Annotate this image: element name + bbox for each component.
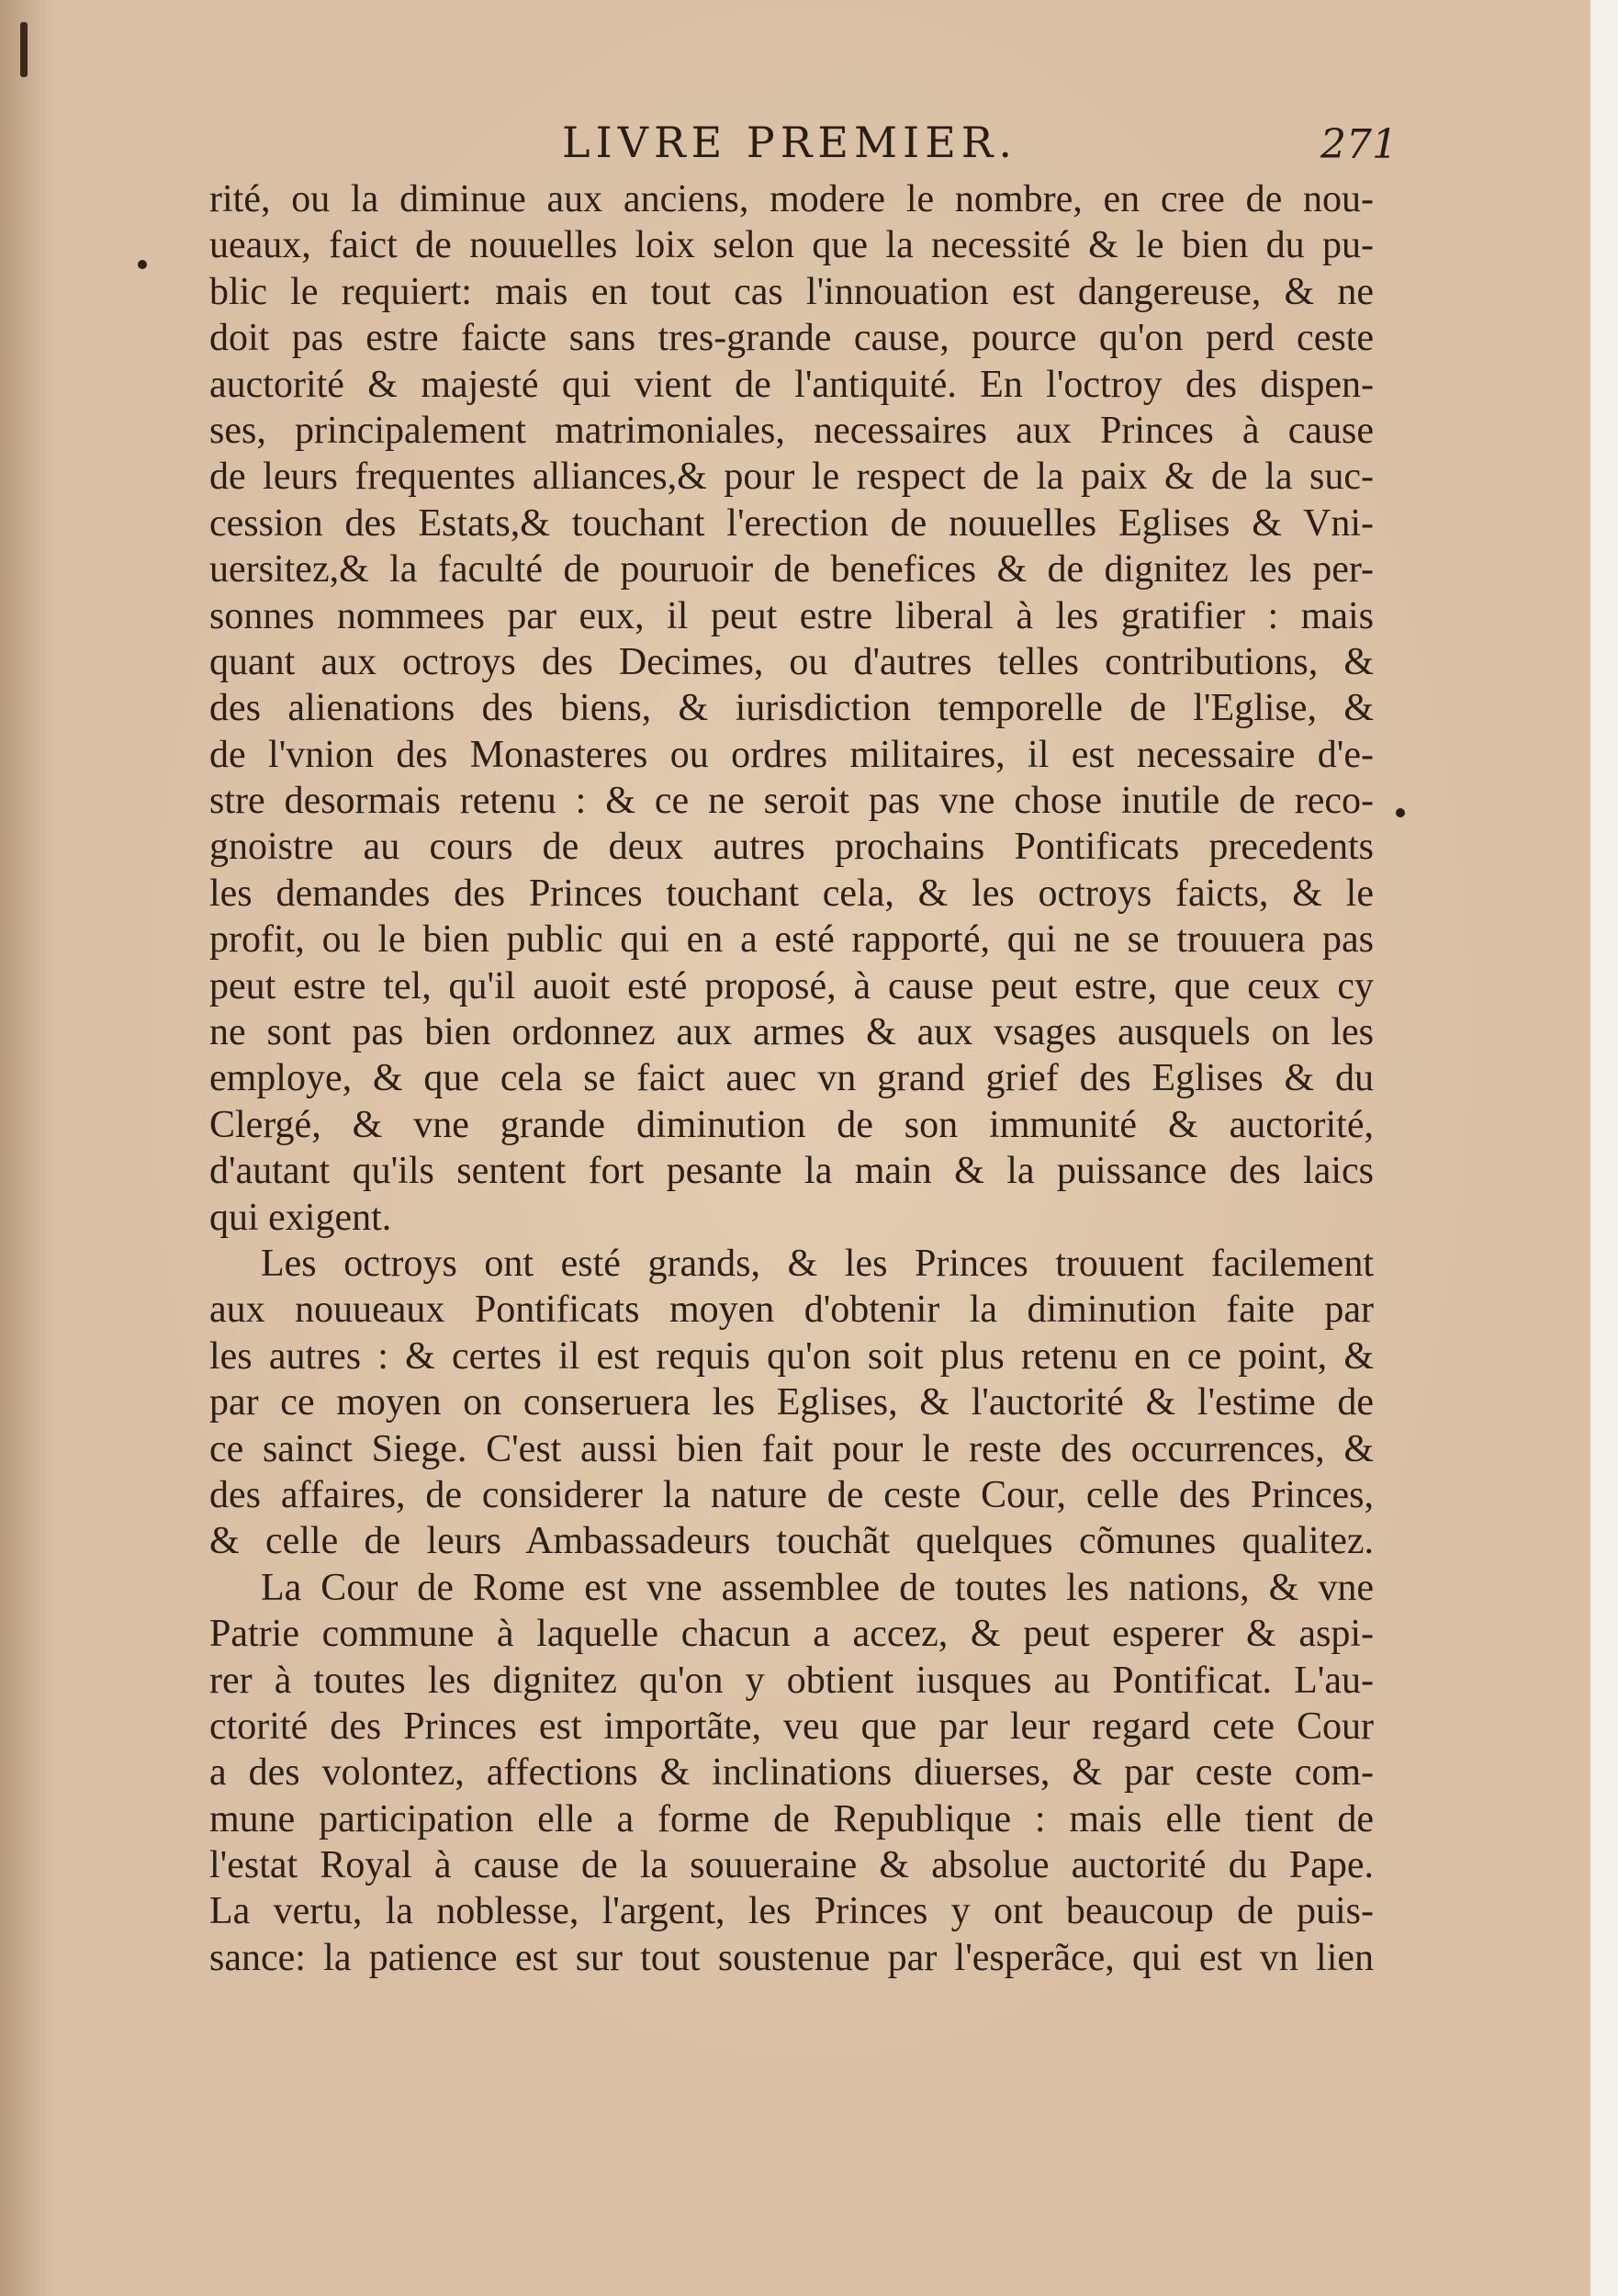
text-line: de l'vnion des Monasteres ou ordres militaires, il est necessaire d'e-	[209, 733, 1374, 776]
margin-mark	[1396, 808, 1405, 817]
binding-edge-mark	[20, 22, 28, 77]
text-line: & celle de leurs Ambassadeurs touchãt quelques cõmunes qualitez.	[209, 1520, 1374, 1563]
text-line: sance: la patience est sur tout soustenue par l'esperãce, qui est vn lien	[209, 1936, 1374, 1979]
text-line: des alienations des biens, & iurisdiction temporelle de l'Eglise, &	[209, 687, 1374, 730]
text-line: La vertu, la noblesse, l'argent, les Princes y ont beaucoup de puis-	[209, 1890, 1374, 1933]
text-line: stre desormais retenu : & ce ne seroit pas vne chose inutile de reco-	[209, 780, 1374, 823]
page-number: 271	[1320, 121, 1398, 168]
text-line: les autres : & certes il est requis qu'on soit plus retenu en ce point, &	[209, 1334, 1374, 1378]
text-line: doit pas estre faicte sans tres-grande cause, pource qu'on perd ceste	[209, 317, 1374, 360]
text-line: de leurs frequentes alliances,& pour le respect de la paix & de la suc-	[209, 456, 1374, 499]
text-line: Clergé, & vne grande diminution de son immunité & auctorité,	[209, 1103, 1374, 1146]
text-line: rité, ou la diminue aux anciens, modere le nombre, en cree de nou-	[209, 178, 1374, 220]
text-line: Patrie commune à laquelle chacun a accez, & peut esperer & aspi-	[209, 1613, 1374, 1656]
text-line: quant aux octroys des Decimes, ou d'autres telles contributions, &	[209, 640, 1374, 683]
text-line: des affaires, de considerer la nature de ceste Cour, celle des Princes,	[209, 1473, 1374, 1516]
text-line: mune participation elle a forme de Republique : mais elle tient de	[209, 1797, 1374, 1840]
text-line: profit, ou le bien public qui en a esté rapporté, qui ne se trouuera pas	[209, 918, 1374, 962]
text-line: d'autant qu'ils sentent fort pesante la main & la puissance des laics	[209, 1150, 1374, 1193]
text-line: ce sainct Siege. C'est aussi bien fait pour le reste des occurrences, &	[209, 1427, 1374, 1470]
text-line: ses, principalement matrimoniales, necessaires aux Princes à cause	[209, 409, 1374, 452]
text-line: l'estat Royal à cause de la souueraine & absolue auctorité du Pape.	[209, 1844, 1374, 1887]
margin-mark	[138, 260, 147, 269]
text-line: qui exigent.	[209, 1196, 392, 1239]
text-line: rer à toutes les dignitez qu'on y obtient iusques au Pontificat. L'au-	[209, 1659, 1374, 1702]
text-line: a des volontez, affections & inclinations diuerses, & par ceste com-	[209, 1751, 1374, 1795]
text-line: peut estre tel, qu'il auoit esté proposé, à cause peut estre, que ceux cy	[209, 964, 1374, 1007]
text-line: aux nouueaux Pontificats moyen d'obtenir la diminution faite par	[209, 1289, 1374, 1332]
text-line: auctorité & majesté qui vient de l'antiquité. En l'octroy des dispen-	[209, 363, 1374, 406]
text-line: sonnes nommees par eux, il peut estre liberal à les gratifier : mais	[209, 594, 1374, 637]
text-line: blic le requiert: mais en tout cas l'innouation est dangereuse, & ne	[209, 270, 1374, 313]
running-head	[0, 110, 1561, 174]
text-line: ne sont pas bien ordonnez aux armes & aux vsages ausquels on les	[209, 1011, 1374, 1054]
body-text	[209, 176, 1374, 1981]
text-line: uersitez,& la faculté de pouruoir de benefices & de dignitez les per-	[209, 548, 1374, 591]
running-head-title: LIVRE PREMIER.	[562, 118, 1018, 167]
text-line: les demandes des Princes touchant cela, & les octroys faicts, & le	[209, 872, 1374, 915]
text-line: gnoistre au cours de deux autres prochains Pontificats precedents	[209, 826, 1374, 869]
text-line: ctorité des Princes est importãte, veu que par leur regard cete Cour	[209, 1705, 1374, 1748]
text-line: employe, & que cela se faict auec vn grand grief des Eglises & du	[209, 1057, 1374, 1100]
text-line: cession des Estats,& touchant l'erection de nouuelles Eglises & Vni-	[209, 501, 1374, 545]
text-line: par ce moyen on conseruera les Eglises, & l'auctorité & l'estime de	[209, 1381, 1374, 1424]
text-line: ueaux, faict de nouuelles loix selon que la necessité & le bien du pu-	[209, 224, 1374, 267]
text-line: Les octroys ont esté grands, & les Princes trouuent facilement	[261, 1242, 1374, 1285]
text-line: La Cour de Rome est vne assemblee de toutes les nations, & vne	[261, 1566, 1374, 1609]
